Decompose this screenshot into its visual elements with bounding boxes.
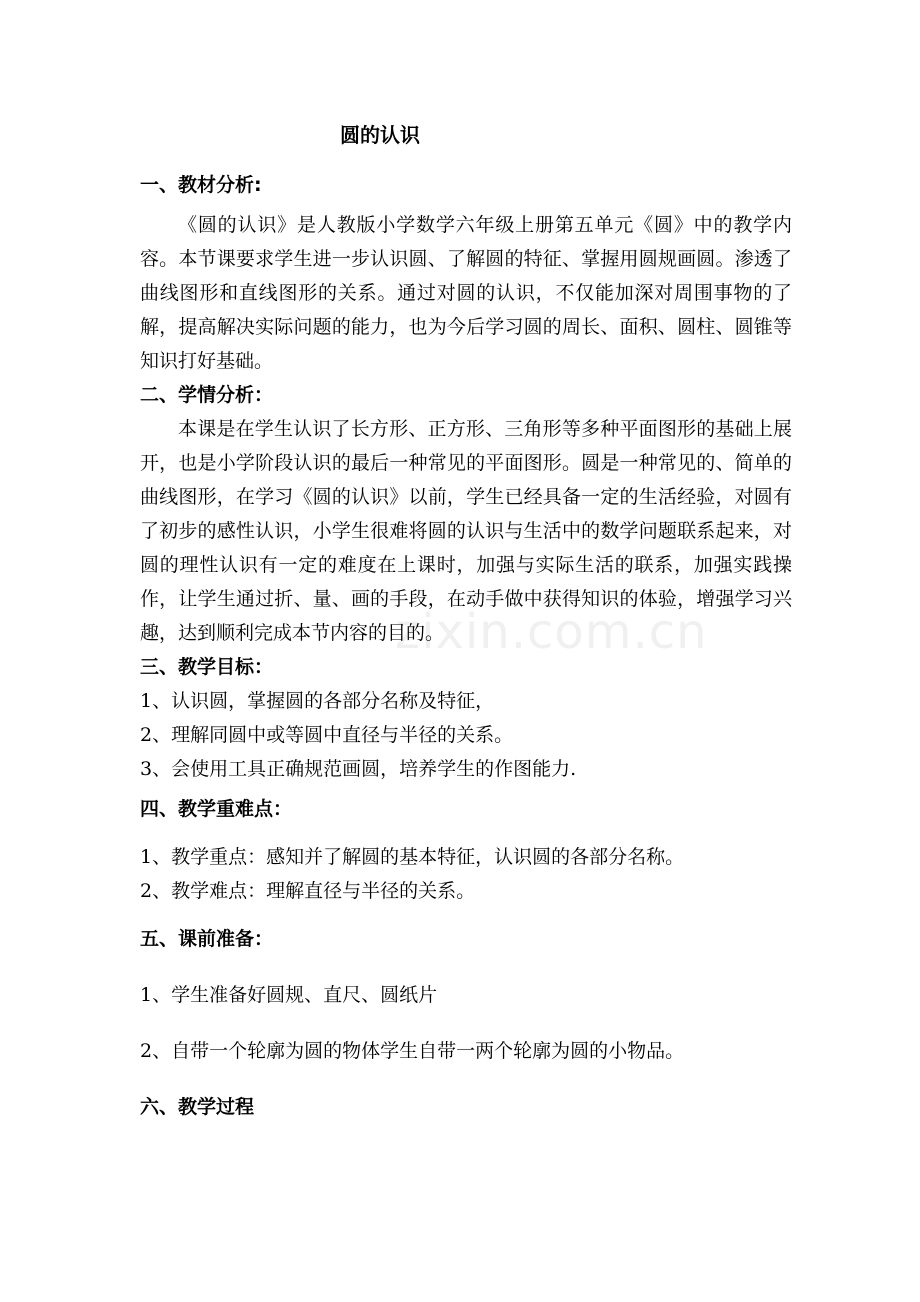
objective-item: 2、理解同圆中或等圆中直径与半径的关系。 [140, 724, 514, 746]
section-heading-1: 一、教材分析: [140, 174, 262, 196]
watermark: zixin.com.cn [395, 604, 708, 660]
section-heading-6: 六、教学过程 [140, 1096, 255, 1118]
document-page [140, 118, 792, 1124]
objective-item: 3、会使用工具正确规范画圆，培养学生的作图能力. [140, 758, 577, 780]
objective-item: 1、认识圆，掌握圆的各部分名称及特征， [140, 690, 495, 712]
section-heading-4: 四、教学重难点： [140, 798, 293, 820]
section-paragraph-1: 《圆的认识》是人教版小学数学六年级上册第五单元《圆》中的教学内容。本节课要求学生进一步认识圆、了解圆的特征、掌握用圆规画圆。渗透了曲线图形和直线图形的关系。通过对圆的认识，不仅能加深对周围事物的了解，提高解决实际问题的能力，也为今后学习圆的周长、面积、圆柱、圆锥等知识打好基础。 [140, 214, 792, 372]
document-title: 圆的认识 [340, 123, 420, 147]
section-paragraph-2: 本课是在学生认识了长方形、正方形、三角形等多种平面图形的基础上展开，也是小学阶段认识的最后一种常见的平面图形。圆是一种常见的、简单的曲线图形，在学习《圆的认识》以前，学生已经具备一定的生活经验，对圆有了初步的感性认识，小学生很难将圆的认识与生活中的数学问题联系起来，对圆的理性认识有一定的难度在上课时，加强与实际生活的联系，加强实践操作，让学生通过折、量、画的手段，在动手做中获得知识的体验，增强学习兴趣，达到顺利完成本节内容的目的。 [140, 418, 792, 644]
section-heading-3: 三、教学目标： [140, 656, 274, 678]
section-heading-2: 二、学情分析： [140, 384, 274, 406]
section-heading-5: 五、课前准备： [140, 928, 274, 950]
preparation-item: 1、学生准备好圆规、直尺、圆纸片 [140, 984, 438, 1006]
preparation-item: 2、自带一个轮廓为圆的物体学生自带一两个轮廓为圆的小物品。 [140, 1040, 685, 1062]
key-point-item: 1、教学重点：感知并了解圆的基本特征，认识圆的各部分名称。 [140, 846, 685, 868]
key-point-item: 2、教学难点：理解直径与半径的关系。 [140, 880, 476, 902]
